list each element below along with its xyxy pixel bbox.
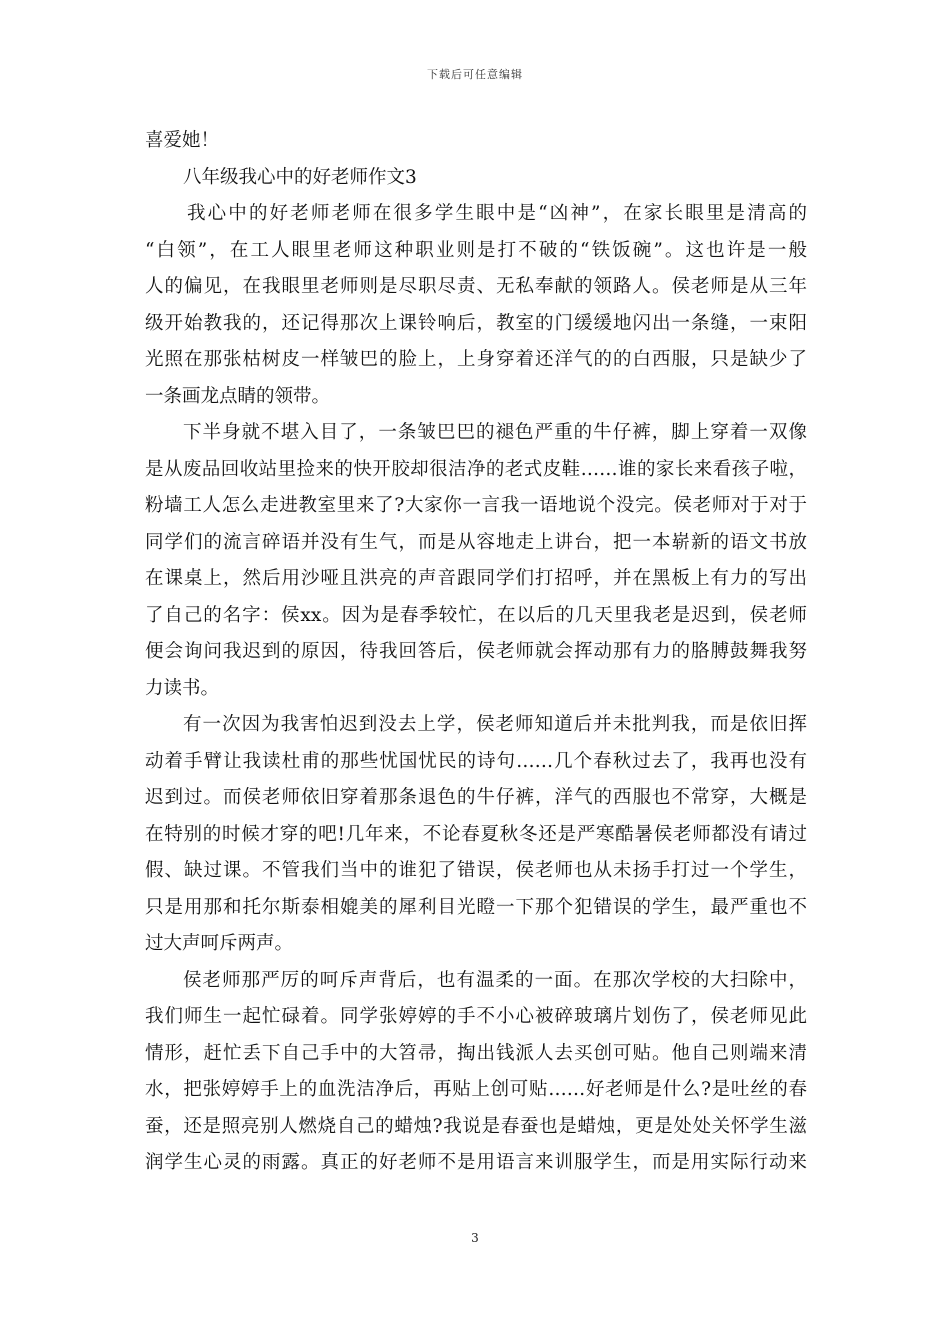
text-line: 下半身就不堪入目了，一条皱巴巴的褪色严重的牛仔裤，脚上穿着一双像 <box>183 422 807 443</box>
text-line: 只是用那和托尔斯泰相媲美的犀利目光瞪一下那个犯错误的学生，最严重也不 <box>145 896 807 918</box>
text-line: 粉墙工人怎么走进教室里来了?大家你一言我一语地说个没完。侯老师对于对于 <box>145 495 807 516</box>
text-line: 力读书。 <box>145 677 220 699</box>
text-line: 级开始教我的，还记得那次上课铃响后，教室的门缓缓地闪出一条缝，一束阳 <box>145 312 807 334</box>
text-line: 假、缺过课。不管我们当中的谁犯了错误，侯老师也从未扬手打过一个学生， <box>145 860 807 881</box>
text-line: 喜爱她！ <box>145 130 220 151</box>
text-line: 情形，赶忙丢下自己手中的大笤帚，掏出钱派人去买创可贴。他自己则端来清 <box>145 1042 807 1064</box>
text-line: 光照在那张枯树皮一样皱巴的脸上，上身穿着还洋气的的白西服，只是缺少了 <box>145 349 807 370</box>
text-line: 一条画龙点睛的领带。 <box>145 385 331 407</box>
text-line: 在课桌上，然后用沙哑且洪亮的声音跟同学们打招呼，并在黑板上有力的写出 <box>145 568 807 589</box>
text-line: 水，把张婷婷手上的血洗洁净后，再贴上创可贴……好老师是什么?是吐丝的春 <box>145 1079 807 1100</box>
page-number: 3 <box>471 1231 479 1245</box>
text-line: 蚕，还是照亮别人燃烧自己的蜡烛?我说是春蚕也是蜡烛，更是处处关怀学生滋 <box>145 1115 807 1137</box>
text-line: 过大声呵斥两声。 <box>145 933 294 954</box>
text-line: 动着手臂让我读杜甫的那些忧国忧民的诗句……几个春秋过去了，我再也没有 <box>145 750 807 772</box>
text-line: 了自己的名字：侯xx。因为是春季较忙，在以后的几天里我老是迟到，侯老师 <box>145 604 807 626</box>
text-line: 侯老师那严厉的呵斥声背后，也有温柔的一面。在那次学校的大扫除中， <box>183 969 807 991</box>
text-line: 我心中的好老师老师在很多学生眼中是“凶神”，在家长眼里是清高的 <box>187 203 807 224</box>
body-text <box>145 123 807 1182</box>
text-line: 迟到过。而侯老师依旧穿着那条退色的牛仔裤，洋气的西服也不常穿，大概是 <box>145 787 807 808</box>
text-line: 在特别的时候才穿的吧!几年来，不论春夏秋冬还是严寒酷暑侯老师都没有请过 <box>145 823 807 845</box>
page-header: 下载后可任意编辑 <box>427 68 523 81</box>
text-line: “白领”，在工人眼里老师这种职业则是打不破的“铁饭碗”。这也许是一般 <box>145 239 807 261</box>
essay-title: 八年级我心中的好老师作文3 <box>183 166 417 188</box>
text-line: 人的偏见，在我眼里老师则是尽职尽责、无私奉献的领路人。侯老师是从三年 <box>145 276 807 297</box>
text-line: 是从废品回收站里捡来的快开胶却很洁净的老式皮鞋……谁的家长来看孩子啦， <box>145 458 807 480</box>
text-line: 我们师生一起忙碌着。同学张婷婷的手不小心被碎玻璃片划伤了，侯老师见此 <box>145 1006 807 1027</box>
text-line: 便会询问我迟到的原因，待我回答后，侯老师就会挥动那有力的胳膊鼓舞我努 <box>145 641 807 662</box>
text-line: 同学们的流言碎语并没有生气，而是从容地走上讲台，把一本崭新的语文书放 <box>145 531 807 553</box>
text-line: 润学生心灵的雨露。真正的好老师不是用语言来训服学生，而是用实际行动来 <box>145 1152 807 1173</box>
text-line: 有一次因为我害怕迟到没去上学，侯老师知道后并未批判我，而是依旧挥 <box>183 714 807 735</box>
